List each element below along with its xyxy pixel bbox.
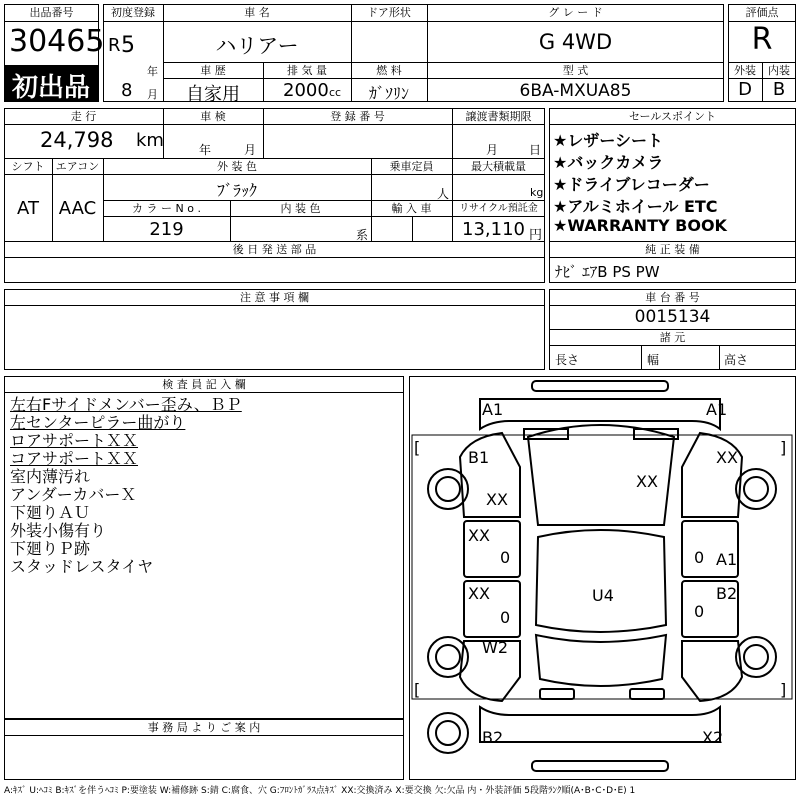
bracket-right-bottom: ] (780, 680, 787, 699)
mark-rear-left: B2 (482, 728, 504, 747)
inspector-note-line: スタッドレスタイヤ (10, 557, 154, 576)
car-name-header: 車 名 (244, 6, 270, 19)
aircon: AAC (58, 198, 97, 219)
damage-legend: A:ｷｽﾞ U:ﾍｺﾐ B:ｷｽﾞを伴うﾍｺﾐ P:要塗装 W:補修跡 S:錆 C:腐食、穴 G:ﾌﾛﾝﾄｶﾞﾗｽ点ｷｽﾞ XX:交換済み X:要交換 欠:欠品 内・外装評価 5段階ﾗﾝｸ順(A･B･C･D･E) 1 (4, 786, 636, 796)
interior-color-unit: 系 (356, 228, 369, 242)
mark-left-fender: B1 (468, 448, 490, 467)
mark-right-door-rear-sub: 0 (694, 602, 705, 621)
score-header: 評価点 (745, 6, 779, 19)
capacity-header: 乗車定員 (389, 160, 434, 173)
first-reg-month: 8 (121, 80, 133, 101)
sales-point-item: ★レザーシート (553, 131, 664, 150)
sales-points-header: セールスポイント (628, 110, 716, 123)
mark-right-door-front: A1 (716, 550, 738, 569)
interior-score: B (772, 79, 786, 100)
inspector-note-line: 左センターピラー曲がり (10, 413, 186, 432)
history-header: 車 歴 (200, 64, 226, 77)
displacement-unit: cc (329, 86, 342, 99)
color-no-header: カ ラ ー N o . (132, 202, 201, 215)
mark-right-door-rear: B2 (716, 584, 738, 603)
mark-left-door-front: XX (468, 526, 490, 545)
mark-hood: XX (636, 472, 658, 491)
first-reg-year: 5 (121, 33, 135, 58)
first-reg-header: 初度登録 (111, 6, 155, 19)
mark-right-fender: XX (716, 448, 738, 467)
interior-color-header: 内 装 色 (280, 202, 321, 215)
import-header: 輸 入 車 (391, 202, 432, 215)
mark-left-door-front-sub: 0 (500, 548, 511, 567)
lot-number: 30465 (9, 24, 105, 59)
inspection-month-unit: 月 (244, 143, 257, 157)
later-parts-header: 後 日 発 送 部 品 (232, 243, 317, 256)
inspector-notes-header: 検 査 員 記 入 欄 (162, 378, 246, 391)
door-header: ドア形状 (367, 6, 411, 19)
inspector-note-line: アンダーカバーＸ (10, 485, 137, 504)
mark-front-right: A1 (706, 400, 728, 419)
displacement: 2000 (283, 80, 329, 101)
max-load-unit: kg (530, 186, 544, 199)
sales-point-item: ★WARRANTY BOOK (553, 216, 727, 235)
exterior-color: ﾌﾞﾗｯｸ (216, 181, 257, 200)
mark-left-door-rear-sub: 0 (500, 608, 511, 627)
first-listing-badge (4, 65, 99, 102)
max-load-header: 最大積載量 (471, 160, 526, 173)
mark-roof: U4 (592, 586, 614, 605)
chassis-header: 車 台 番 号 (645, 291, 700, 304)
fuel: ｶﾞｿﾘﾝ (368, 84, 409, 103)
inspector-note-line: 下廻りＰ跡 (10, 539, 91, 558)
displacement-header: 排 気 量 (287, 64, 327, 77)
first-listing-label: 初出品 (12, 73, 91, 103)
mileage-unit: km (136, 130, 164, 151)
inspector-note-line: 左右Fサイドメンバー歪み、ＢＰ (10, 395, 242, 414)
overall-score: R (751, 22, 773, 57)
mileage-header: 走 行 (70, 110, 97, 123)
inspector-note-line: コアサポートＸＸ (10, 449, 139, 468)
recycle-header: リサイクル預託金 (459, 203, 538, 214)
first-reg-era: R (108, 35, 121, 56)
model-code: 6BA-MXUA85 (519, 81, 632, 101)
spec-length-label: 長さ (555, 353, 580, 367)
bracket-left-top: [ (414, 438, 421, 457)
lot-number-header: 出品番号 (29, 6, 74, 19)
mark-left-door-rear: XX (468, 584, 490, 603)
car-name: ハリアー (215, 34, 299, 58)
inspector-note-line: 室内薄汚れ (10, 467, 91, 486)
fuel-header: 燃 料 (376, 64, 402, 77)
spec-width-label: 幅 (647, 353, 660, 367)
bracket-right-top: ] (780, 438, 787, 457)
grade-header: グ レ ー ド (548, 6, 603, 19)
aircon-header: エアコン (55, 160, 100, 173)
transfer-day-unit: 日 (529, 143, 542, 157)
inspector-note-line: ロアサポートＸＸ (10, 431, 139, 450)
sales-point-item: ★バックカメラ (553, 153, 664, 172)
exterior-score: D (738, 79, 752, 100)
color-number: 219 (149, 219, 184, 240)
genuine-equipment: ﾅﾋﾞ ｴｱB PS PW (555, 263, 660, 281)
transfer-header: 譲渡書類期限 (465, 110, 532, 123)
mark-rear-right: X2 (702, 728, 724, 747)
spec-height-label: 高さ (724, 353, 749, 367)
inspector-note-line: 下廻りＡＵ (10, 503, 91, 522)
recycle-unit: 円 (529, 228, 543, 243)
first-reg-month-unit: 月 (147, 88, 158, 101)
bracket-left-bottom: [ (414, 680, 421, 699)
shift: AT (17, 198, 39, 219)
mark-front-left: A1 (482, 400, 504, 419)
color-header: 外 装 色 (217, 160, 257, 173)
office-notice-header: 事 務 局 よ り ご 案 内 (147, 721, 261, 734)
inspector-note-line: 外装小傷有り (10, 521, 107, 540)
chassis-number: 0015134 (634, 307, 711, 327)
history: 自家用 (186, 84, 240, 105)
reg-no-header: 登 録 番 号 (330, 110, 385, 123)
caution-header: 注 意 事 項 欄 (240, 291, 309, 304)
inspection-header: 車 検 (200, 110, 226, 123)
mark-left-quarter: W2 (482, 638, 508, 657)
genuine-header: 純 正 装 備 (645, 243, 700, 256)
capacity-unit: 人 (437, 187, 450, 201)
transfer-month-unit: 月 (486, 143, 499, 157)
first-reg-year-unit: 年 (147, 65, 158, 78)
grade: G 4WD (538, 30, 613, 54)
shift-header: シフト (11, 160, 45, 173)
interior-header: 内装 (768, 64, 790, 77)
inspection-year-unit: 年 (199, 143, 212, 157)
mark-right-door-front-sub: 0 (694, 548, 705, 567)
sales-point-item: ★ドライブレコーダー (553, 175, 710, 194)
specs-header: 諸 元 (659, 331, 686, 344)
mileage: 24,798 (40, 128, 114, 152)
car-damage-diagram (410, 377, 795, 779)
sales-point-item: ★アルミホイール ETC (553, 197, 718, 216)
recycle-fee: 13,110 (462, 219, 525, 240)
mark-left-front-mid: XX (486, 490, 508, 509)
model-code-header: 型 式 (562, 64, 589, 77)
exterior-header: 外装 (734, 64, 756, 77)
